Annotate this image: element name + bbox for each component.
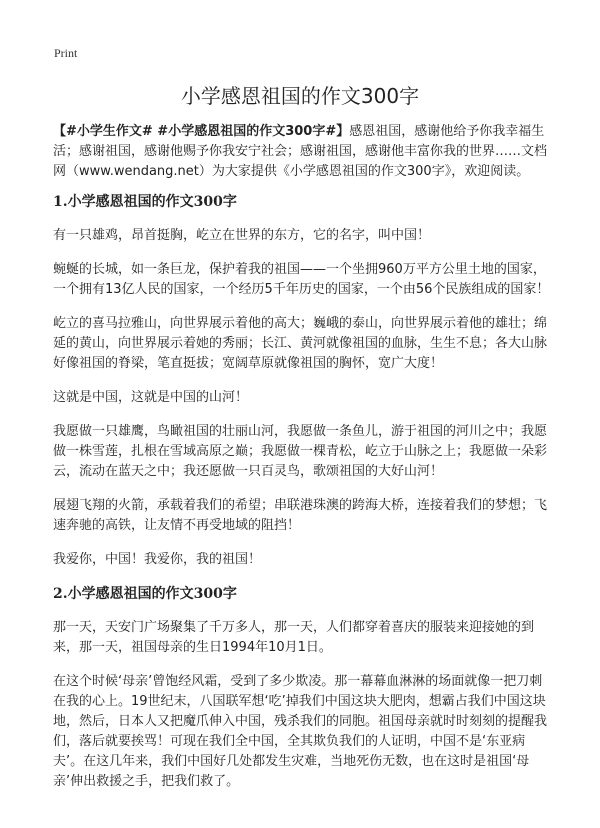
intro-text: 感恩祖国，感谢他给予你我幸福生活；感谢祖国，感谢他赐予你我安宁社会；感谢祖国，感谢他丰富你我的世界……文档网（www.wendang.net）为大家提供《小学感恩祖国的作文300字》，欢迎阅读。 [53, 124, 548, 179]
intro-paragraph [53, 122, 553, 182]
paragraph: 屹立的喜马拉雅山，向世界展示着他的高大；巍峨的泰山，向世界展示着他的雄壮；绵延的黄山，向世界展示着她的秀丽；长江、黄河就像祖国的血脉，生生不息；各大山脉好像祖国的脊梁，笔直挺拔；宽阔草原就像祖国的胸怀，宽广大度！ [53, 316, 548, 371]
intro-tags: 【#小学生作文# #小学感恩祖国的作文300字#】 [53, 124, 350, 139]
paragraph: 展翅飞翔的火箭，承载着我们的希望；串联港珠澳的跨海大桥，连接着我们的梦想；飞速奔驰的高铁，让友情不再受地域的阻挡！ [53, 498, 548, 533]
paragraph: 蜿蜒的长城，如一条巨龙，保护着我的祖国——一个坐拥960万平方公里土地的国家，一个拥有13亿人民的国家，一个经历5千年历史的国家，一个由56个民族组成的国家！ [53, 262, 550, 297]
paragraph: 那一天，天安门广场聚集了千万多人，那一天，人们都穿着喜庆的服装来迎接她的到来，那一天，祖国母亲的生日1994年10月1日。 [53, 620, 535, 655]
print-link[interactable]: Print [54, 46, 78, 60]
page-title: 小学感恩祖国的作文300字 [180, 84, 420, 108]
section-heading-1: 1.小学感恩祖国的作文300字 [53, 194, 237, 210]
paragraph: 我愿做一只雄鹰，鸟瞰祖国的壮丽山河，我愿做一条鱼儿，游于祖国的河川之中；我愿做一株雪莲，扎根在雪域高原之巅；我愿做一棵青松，屹立于山脉之上；我愿做一朵彩云，流动在蓝天之中；我还愿做一只百灵鸟，歌颂祖国的大好山河！ [53, 424, 548, 479]
paragraph: 在这个时候‘母亲’曾饱经风霜，受到了多少欺凌。那一幕幕血淋淋的场面就像一把刀刺在我的心上。19世纪末，八国联军想‘吃’掉我们中国这块大肥肉，想霸占我们中国这块地，然后，日本人又把魔爪伸入中国，残杀我们的同胞。祖国母亲就时时刻刻的提醒我们，落后就要挨骂！可现在我们全中国，全其欺负我们的人证明，中国不是‘东亚病夫’。在这几年来，我们中国好几处都发生灾难，当地死伤无数，也在这时是祖国‘母亲’伸出救援之手，把我们救了。 [53, 674, 548, 789]
article-body [53, 122, 553, 806]
paragraph: 有一只雄鸡，昂首挺胸，屹立在世界的东方，它的名字，叫中国！ [53, 228, 431, 243]
section-heading-2: 2.小学感恩祖国的作文300字 [53, 586, 237, 602]
paragraph: 我爱你，中国！我爱你，我的祖国！ [53, 552, 262, 567]
paragraph: 这就是中国，这就是中国的山河！ [53, 390, 249, 405]
